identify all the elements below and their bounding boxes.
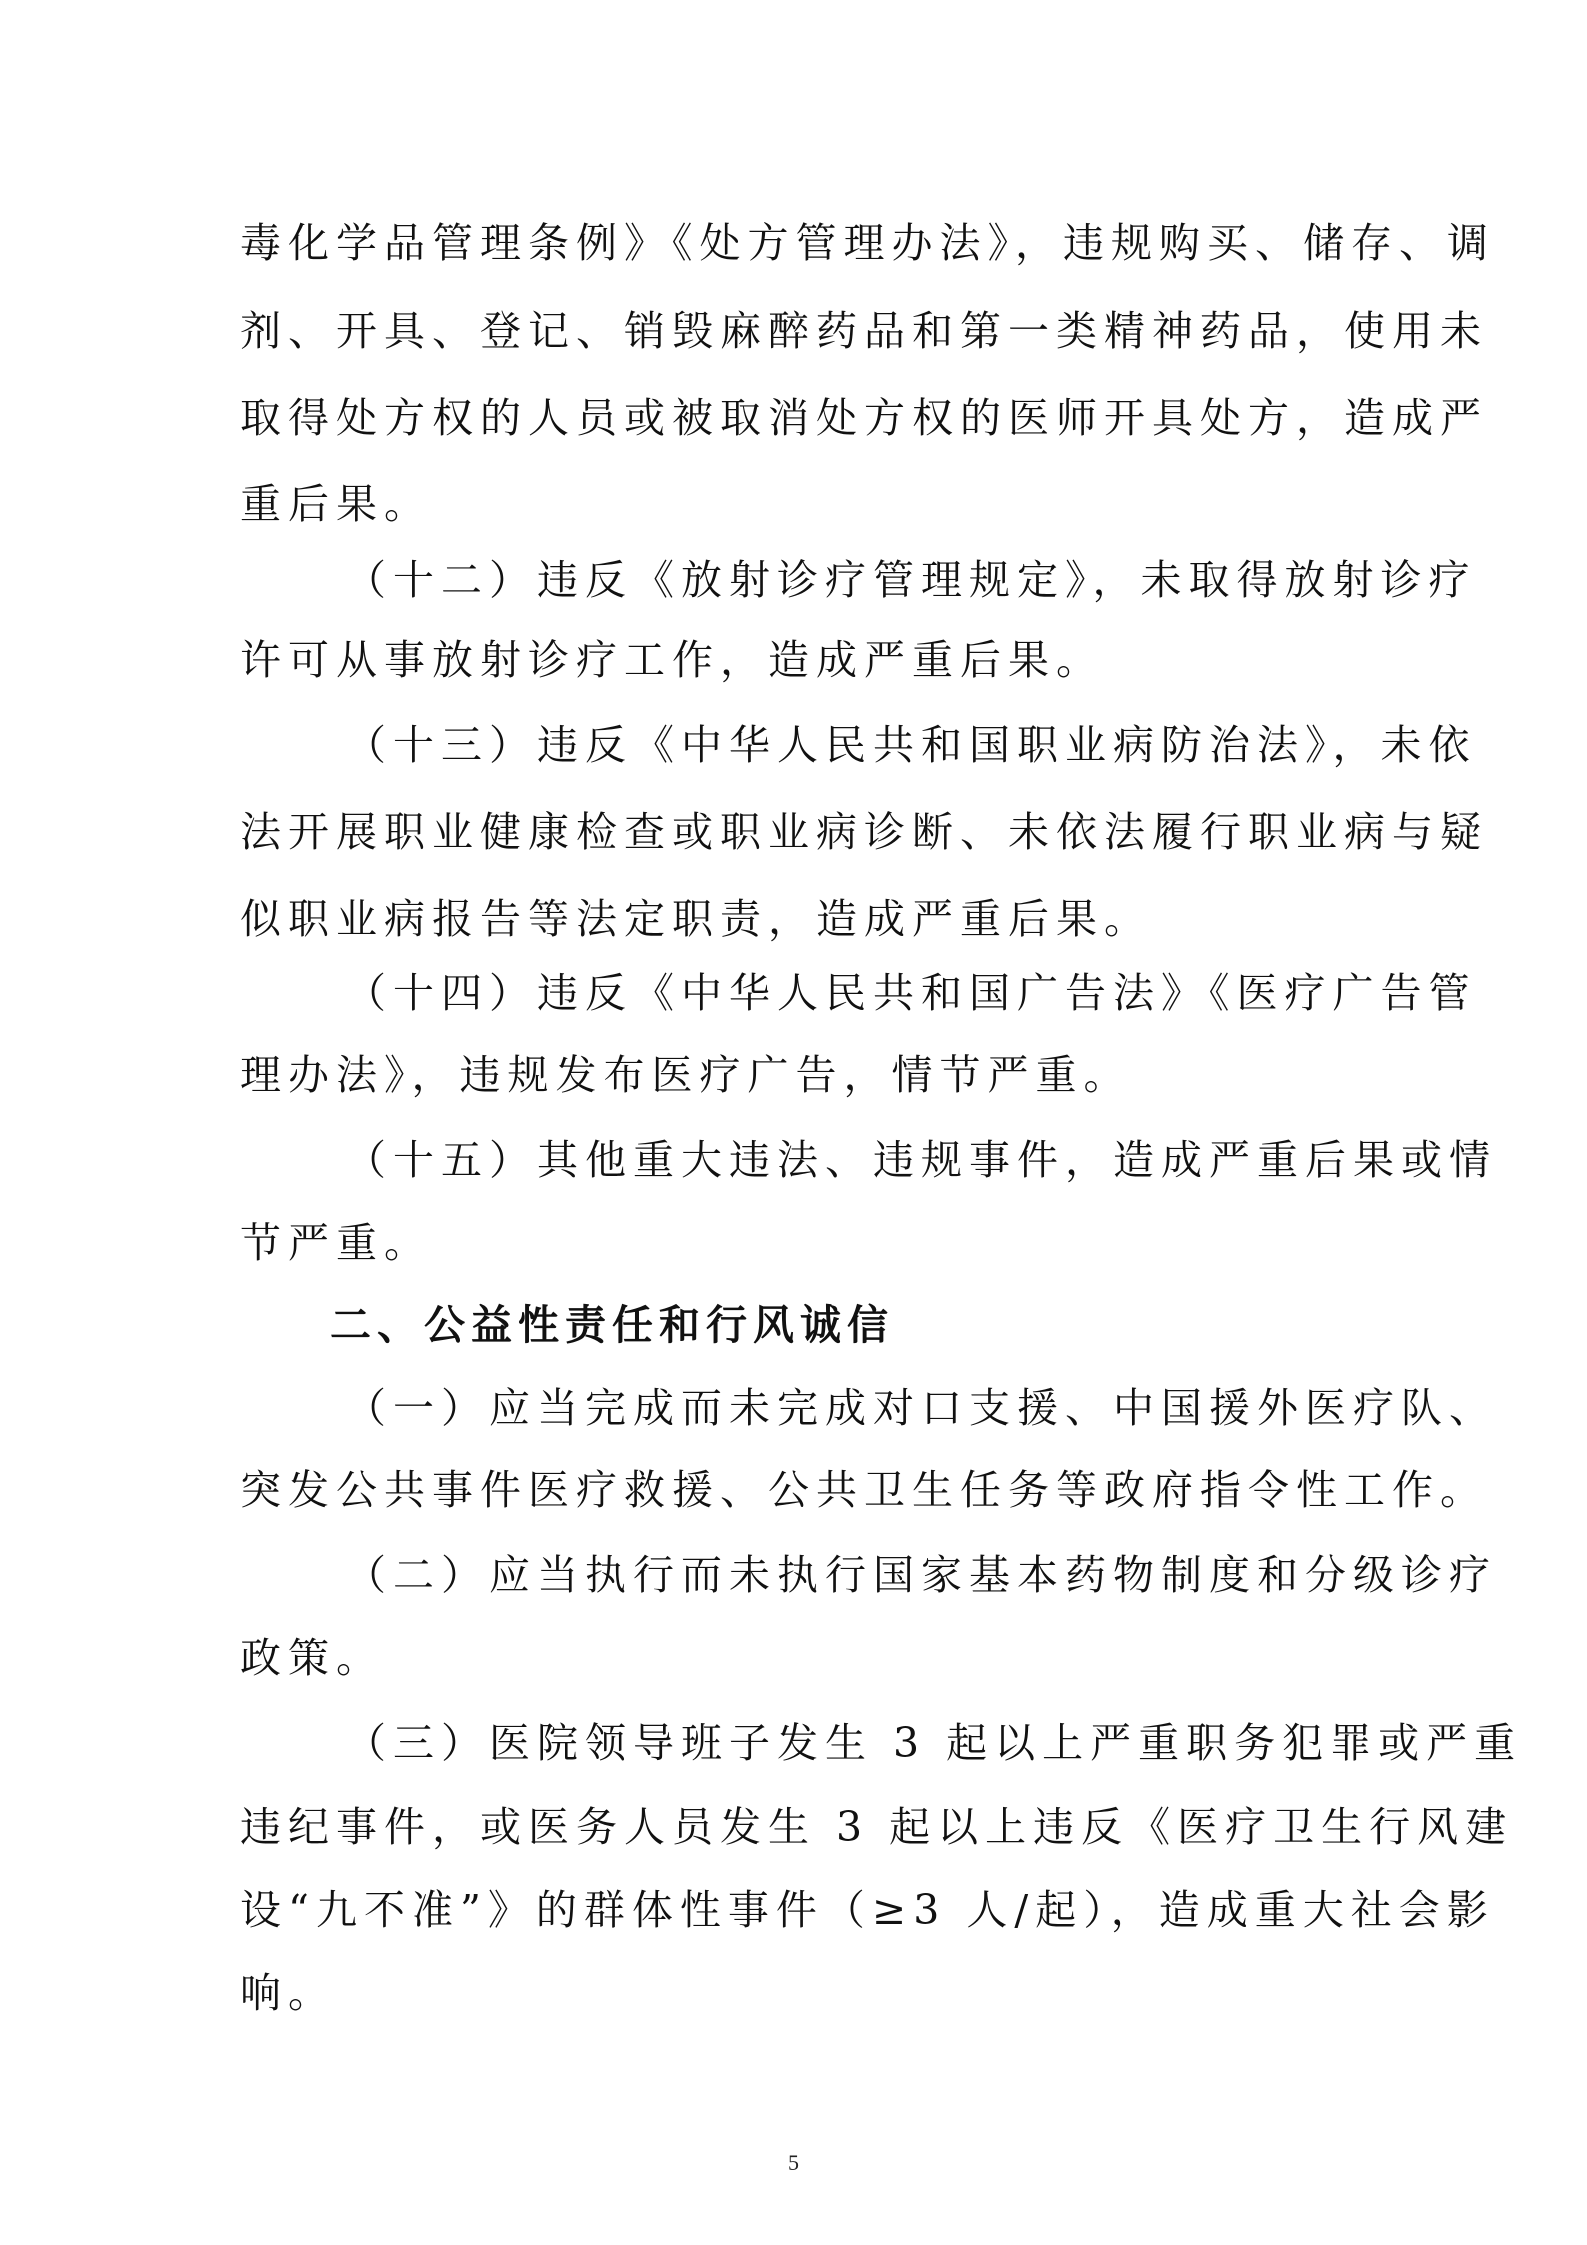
paragraph-first-line: （二）应当执行而未执行国家基本药物制度和分级诊疗 <box>345 1551 1497 1599</box>
paragraph-first-line: （十二）违反《放射诊疗管理规定》，未取得放射诊疗 <box>345 556 1477 604</box>
paragraph-first-line: （一）应当完成而未完成对口支援、中国援外医疗队、 <box>345 1384 1497 1432</box>
text-line: 节严重。 <box>240 1219 432 1267</box>
paragraph-first-line: （三）医院领导班子发生 3 起以上严重职务犯罪或严重 <box>345 1719 1523 1767</box>
paragraph-first-line: （十三）违反《中华人民共和国职业病防治法》，未依 <box>345 721 1477 769</box>
text-line: 似职业病报告等法定职责，造成严重后果。 <box>240 895 1152 943</box>
paragraph-first-line: （十四）违反《中华人民共和国广告法》《医疗广告管 <box>345 969 1477 1017</box>
text-line: 政策。 <box>240 1634 384 1682</box>
text-line: 理办法》，违规发布医疗广告，情节严重。 <box>240 1051 1132 1099</box>
text-line: 剂、开具、登记、销毁麻醉药品和第一类精神药品，使用未 <box>240 307 1488 355</box>
text-line: 许可从事放射诊疗工作，造成严重后果。 <box>240 636 1104 684</box>
section-heading: 二、公益性责任和行风诚信 <box>330 1301 894 1349</box>
text-line: 取得处方权的人员或被取消处方权的医师开具处方，造成严 <box>240 394 1488 442</box>
text-line: 违纪事件，或医务人员发生 3 起以上违反《医疗卫生行风建 <box>240 1803 1514 1851</box>
paragraph-first-line: （十五）其他重大违法、违规事件，造成严重后果或情 <box>345 1136 1497 1184</box>
text-line: 突发公共事件医疗救援、公共卫生任务等政府指令性工作。 <box>240 1466 1488 1514</box>
page-number: 5 <box>788 2150 799 2175</box>
text-line: 响。 <box>240 1969 336 2017</box>
text-line: 设“九不准”》的群体性事件（≥3 人/起），造成重大社会影 <box>240 1886 1495 1934</box>
text-line: 法开展职业健康检查或职业病诊断、未依法履行职业病与疑 <box>240 808 1488 856</box>
text-line: 毒化学品管理条例》《处方管理办法》，违规购买、储存、调 <box>240 219 1495 267</box>
text-line: 重后果。 <box>240 480 432 528</box>
